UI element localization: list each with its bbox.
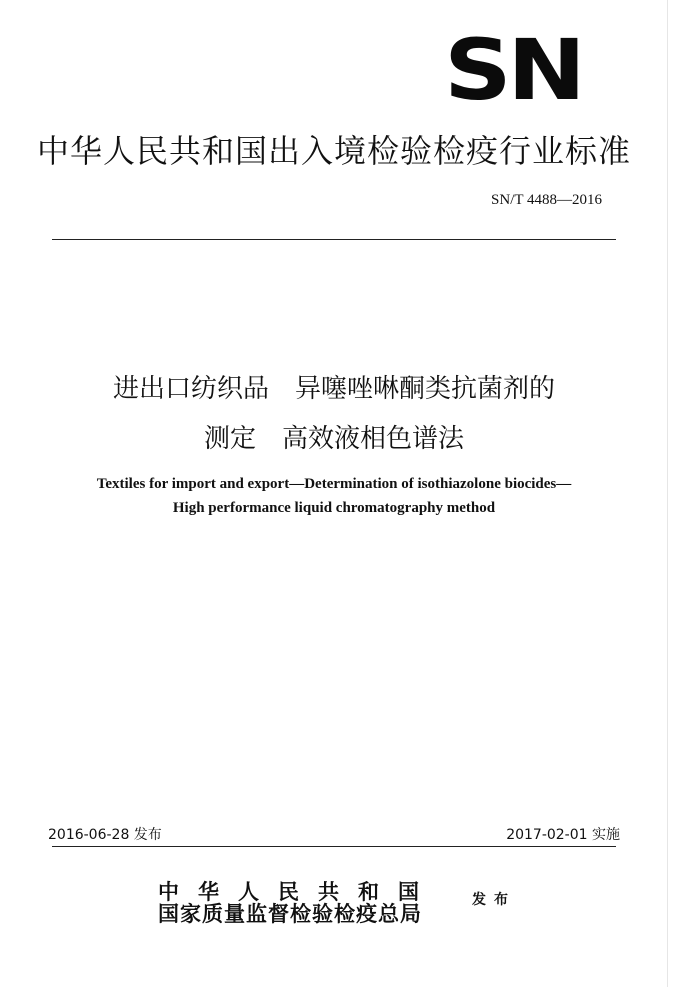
issuer-action: 发布 xyxy=(472,892,516,908)
issuer-line-1: 中华人民共和国 xyxy=(158,879,438,904)
bottom-divider xyxy=(52,846,616,847)
chinese-title-line-2: 测定 高效液相色谱法 xyxy=(203,424,464,454)
sn-logo: SN xyxy=(444,21,582,119)
issuer-line-2: 国家质量监督检验检疫总局 xyxy=(158,901,422,926)
implementation-date: 2017-02-01 实施 xyxy=(506,827,620,843)
organization-title: 中华人民共和国出入境检验检疫行业标准 xyxy=(36,132,631,170)
standard-number: SN/T 4488—2016 xyxy=(491,192,602,208)
chinese-title-line-1: 进出口纺织品 异噻唑啉酮类抗菌剂的 xyxy=(112,374,555,404)
top-divider xyxy=(52,239,616,240)
english-title-line-1: Textiles for import and export—Determination of isothiazolone biocides— xyxy=(96,476,572,492)
issue-date: 2016-06-28 发布 xyxy=(48,827,162,843)
english-title-line-2: High performance liquid chromatography method xyxy=(172,500,496,516)
